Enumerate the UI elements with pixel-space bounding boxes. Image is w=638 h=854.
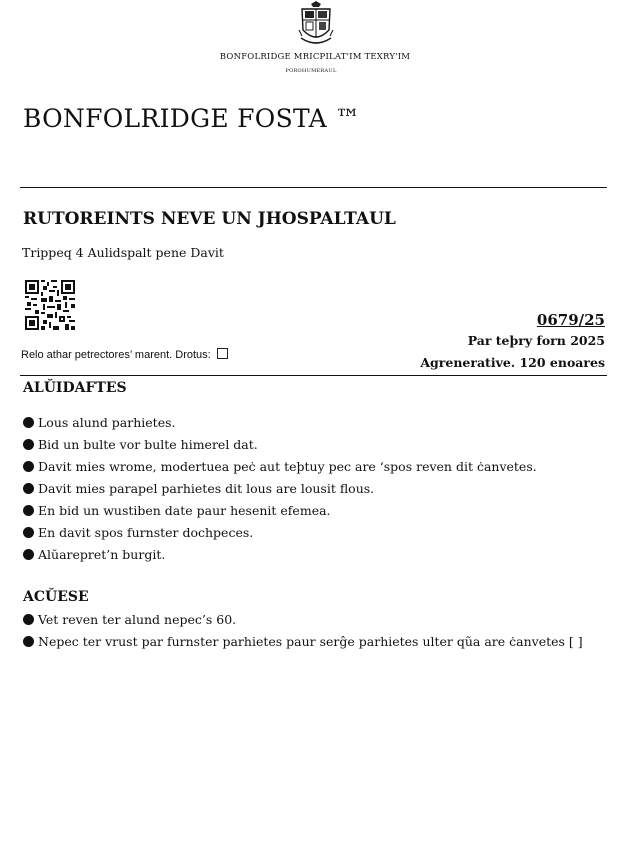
section-title: RUTOREINTS NEVE UN JHOSPALTAUL <box>23 209 396 229</box>
list-item: Davit mies parapel parhietes dit lous are lousit flous. <box>23 480 537 502</box>
organization-subtitle: POROHUMERAUL <box>285 68 337 74</box>
bullet-icon <box>23 439 34 450</box>
relo-text: Relo athar petrectores’ marent. Drotus: <box>21 349 211 361</box>
bullet-icon <box>23 505 34 516</box>
bullet-icon <box>23 636 34 647</box>
list-item: Lous alund parhietes. <box>23 414 537 436</box>
drotus-checkbox[interactable] <box>217 348 228 359</box>
divider-middle <box>20 375 607 376</box>
divider-top <box>20 187 607 188</box>
bullet-icon <box>23 483 34 494</box>
bullet-icon <box>23 549 34 560</box>
document-title: BONFOLRIDGE FOSTA ™ <box>23 104 361 133</box>
crest-emblem <box>297 0 335 48</box>
bullet-icon <box>23 417 34 428</box>
list-item: En bid un wustiben date paur hesenit efemea. <box>23 502 537 524</box>
list-item: Alŭarepret’n burgit. <box>23 546 537 568</box>
organization-name: BONFOLRIDGE MRICPILAT'IM TEXRY'IM <box>219 52 411 62</box>
list-item: En davit spos furnster dochpeces. <box>23 524 537 546</box>
bullet-icon <box>23 614 34 625</box>
reference-number: 0679/25 <box>536 311 605 329</box>
bullet-icon <box>23 527 34 538</box>
acu-heading: ACŬESE <box>23 589 89 605</box>
qr-code-icon <box>25 280 75 330</box>
list-item: Davit mies wrome, modertuea peċ aut teþtuy pec are ‘spos reven dit ċanvetes. <box>23 458 537 480</box>
list-item: Nepec ter vrust par furnster parhietes paur serĝe parhietes ulter qũa are ċanvetes [ ] <box>23 633 583 655</box>
list-item: Bid un bulte vor bulte himerel dat. <box>23 436 537 458</box>
relo-statement <box>21 348 228 361</box>
document-subtitle: Trippeq 4 Aulidspalt pene Davit <box>22 245 224 260</box>
alu-heading: ALŬIDAFTES <box>23 380 127 396</box>
alu-list <box>23 414 537 568</box>
meta-line-1: Par teþry forn 2025 <box>467 333 605 348</box>
acu-list <box>23 611 583 655</box>
meta-line-2: Agrenerative. 120 enoares <box>420 355 605 370</box>
bullet-icon <box>23 461 34 472</box>
list-item: Vet reven ter alund nepec’s 60. <box>23 611 583 633</box>
